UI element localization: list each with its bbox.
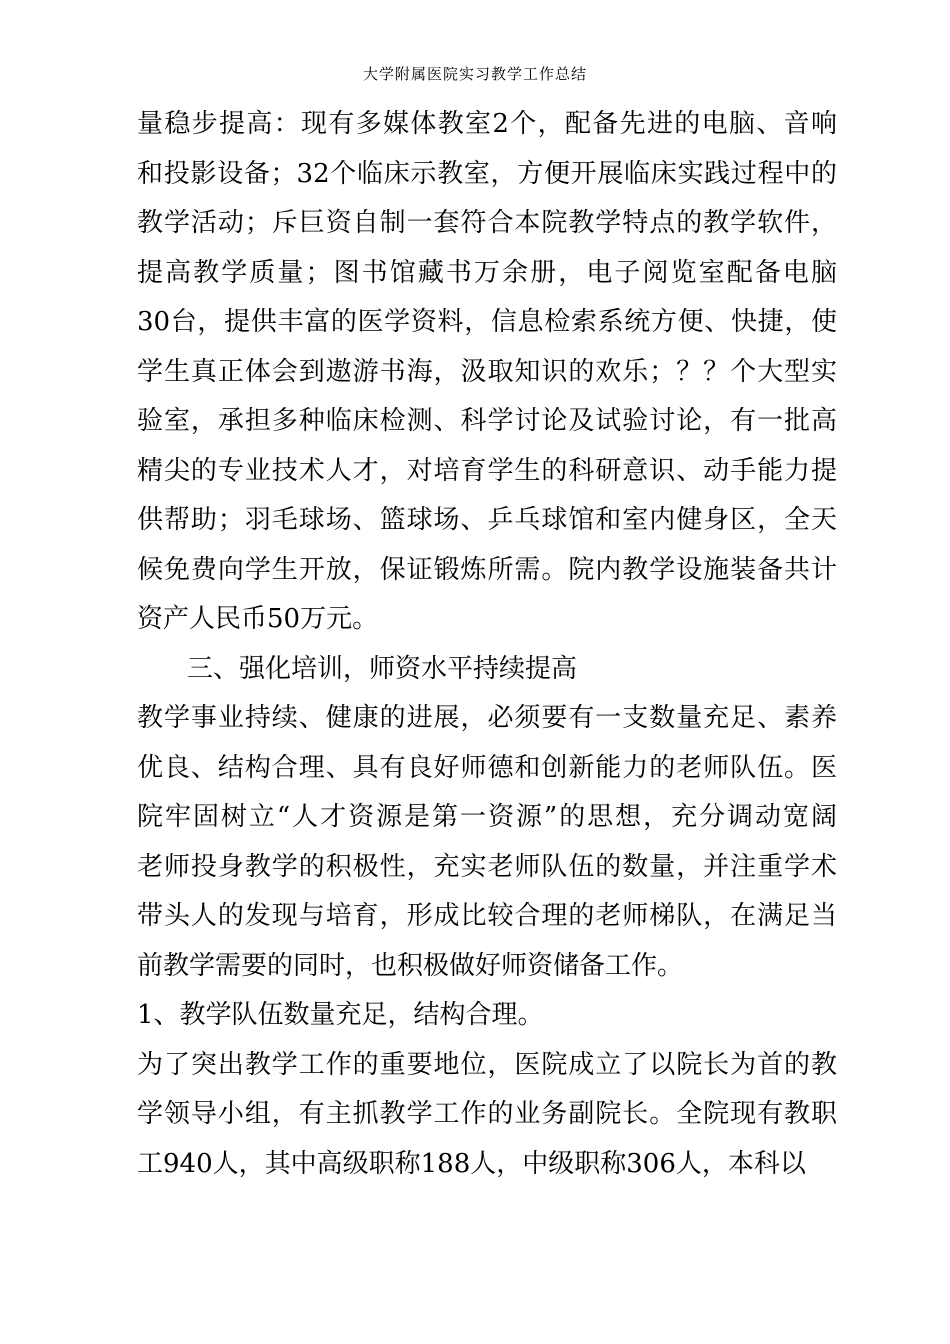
paragraph-line: 教学事业持续、健康的进展，必须要有一支数量充足、素养: [137, 703, 837, 733]
paragraph-line: 优良、结构合理、具有良好师德和创新能力的老师队伍。医: [137, 752, 837, 783]
paragraph-line: 提高教学质量；图书馆藏书万余册，电子阅览室配备电脑: [137, 257, 837, 288]
paragraph-line: 30台，提供丰富的医学资料，信息检索系统方便、快捷，使: [137, 307, 837, 337]
paragraph-line: 验室，承担多种临床检测、科学讨论及试验讨论，有一批高: [137, 406, 837, 436]
paragraph-line: 和投影设备；32个临床示教室，方便开展临床实践过程中的: [137, 158, 837, 189]
page-header: 大学附属医院实习教学工作总结: [362, 65, 587, 83]
paragraph-line: 精尖的专业技术人才，对培育学生的科研意识、动手能力提: [137, 455, 837, 486]
paragraph-line: 1、教学队伍数量充足，结构合理。: [137, 1000, 544, 1030]
paragraph-line: 前教学需要的同时，也积极做好师资储备工作。: [137, 950, 684, 981]
paragraph-line: 学生真正体会到遨游书海，汲取知识的欢乐；？？个大型实: [137, 356, 837, 387]
paragraph-line: 资产人民币50万元。: [137, 604, 379, 634]
document-body: [137, 100, 837, 1189]
paragraph-line: 带头人的发现与培育，形成比较合理的老师梯队，在满足当: [137, 901, 837, 931]
paragraph-line: 为了突出教学工作的重要地位，医院成立了以院长为首的教: [137, 1049, 837, 1080]
section-heading: 三、强化培训，师资水平持续提高: [187, 653, 578, 684]
paragraph-line: 院牢固树立“人才资源是第一资源”的思想，充分调动宽阔: [137, 802, 837, 832]
paragraph-line: 量稳步提高：现有多媒体教室2个，配备先进的电脑、音响: [137, 109, 837, 139]
paragraph-line: 供帮助；羽毛球场、篮球场、乒乓球馆和室内健身区，全天: [137, 505, 837, 535]
paragraph-line: 老师投身教学的积极性，充实老师队伍的数量，并注重学术: [137, 851, 837, 882]
paragraph-line: 候免费向学生开放，保证锻炼所需。院内教学设施装备共计: [137, 554, 837, 585]
paragraph-line: 工940人，其中高级职称188人，中级职称306人，本科以: [137, 1148, 806, 1179]
paragraph-line: 学领导小组，有主抓教学工作的业务副院长。全院现有教职: [137, 1099, 837, 1129]
paragraph-line: 教学活动；斥巨资自制一套符合本院教学特点的教学软件，: [137, 208, 837, 238]
